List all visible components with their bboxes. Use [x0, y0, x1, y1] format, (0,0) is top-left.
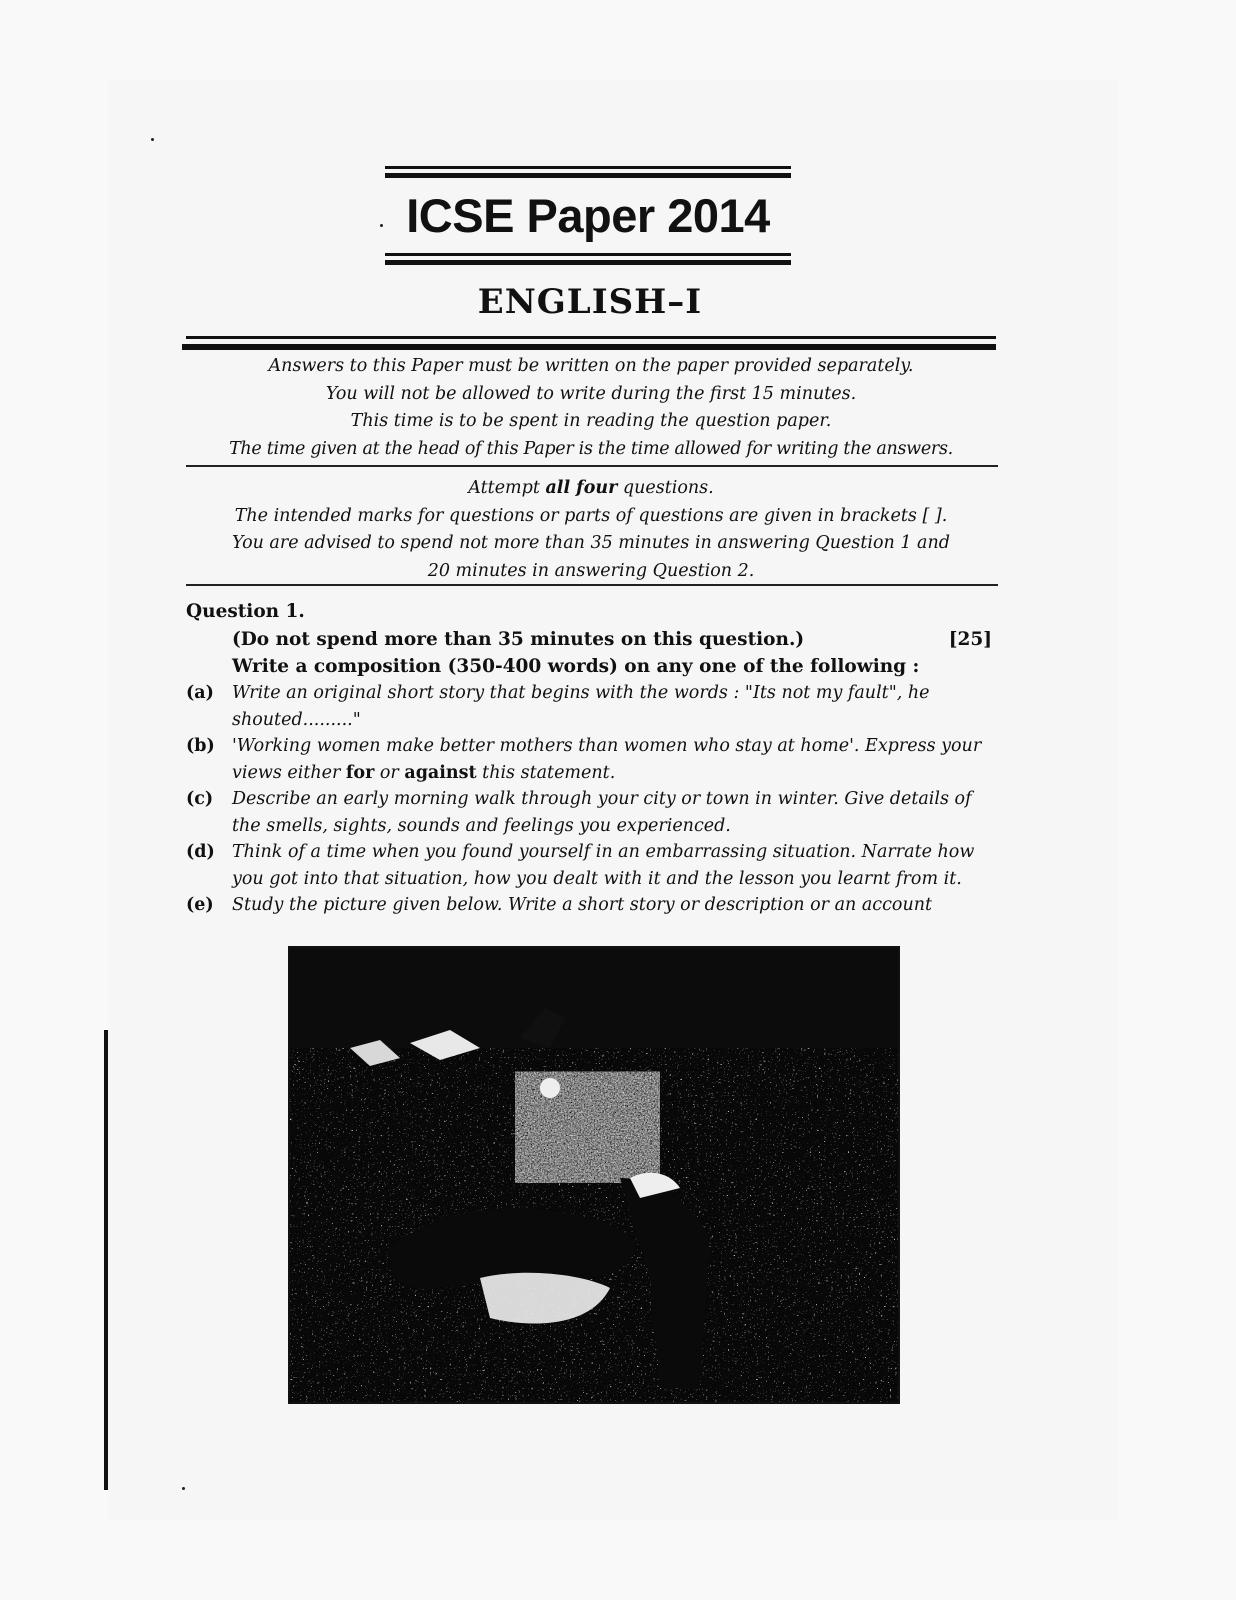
scan-speck: [151, 138, 154, 141]
option-emphasis: against: [404, 762, 477, 783]
instruction-line: You will not be allowed to write during the first 15 minutes.: [325, 383, 857, 404]
marks-badge: [25]: [948, 629, 992, 650]
question-picture: [288, 946, 900, 1404]
option-e: [186, 892, 998, 919]
option-text-part: this statement.: [476, 762, 616, 783]
option-label: (e): [186, 895, 214, 915]
title-rule-bottom-thick: [385, 260, 791, 265]
attempt-bold: all four: [545, 478, 618, 498]
scan-speck: [182, 1487, 185, 1490]
question-heading: Question 1.: [186, 601, 305, 622]
scan-speck: [380, 224, 383, 227]
instruction-line: The time given at the head of this Paper is the time allowed for writing the answers.: [229, 438, 953, 459]
option-label: (a): [186, 683, 214, 703]
instruction-line: The intended marks for questions or parts of questions are given in brackets [ ].: [234, 505, 948, 526]
attempt-suffix: questions.: [617, 478, 714, 498]
option-text: Write an original short story that begins with the words : "Its not my fault", he shouted.........": [232, 683, 930, 730]
option-c: [186, 786, 998, 839]
subject-heading: ENGLISH–I: [477, 282, 703, 322]
specific-instructions: [186, 475, 996, 585]
divider: [186, 465, 998, 467]
divider: [186, 584, 998, 586]
instruction-line: 20 minutes in answering Question 2.: [427, 560, 755, 581]
option-a: [186, 680, 998, 733]
option-text-part: or: [374, 762, 405, 783]
halftone-photo-icon: [290, 948, 898, 1402]
instruction-line: This time is to be spent in reading the question paper.: [350, 411, 832, 431]
instructions-rule-thin: [186, 336, 996, 339]
attempt-prefix: Attempt: [468, 478, 546, 498]
question-1: [186, 598, 998, 919]
general-instructions: [186, 353, 996, 463]
option-text: Describe an early morning walk through your city or town in winter. Give details of the smells, sights, sounds and feelings you experienced.: [232, 789, 972, 836]
option-d: [186, 839, 998, 892]
option-text-part: 'Working women make better mothers than women who stay at home'. Express your views either: [232, 736, 982, 783]
title-rule-top-thick: [385, 173, 791, 178]
question-time-note: [186, 626, 998, 653]
time-note-text: (Do not spend more than 35 minutes on this question.): [232, 629, 805, 650]
paper-title: ICSE Paper 2014: [406, 189, 770, 242]
instructions-rule-thick: [182, 344, 996, 350]
option-emphasis: for: [345, 762, 375, 783]
option-text: Think of a time when you found yourself in an embarrassing situation. Narrate how you got into that situation, how you dealt with it and the lesson you learnt from it.: [232, 842, 975, 889]
option-text: Study the picture given below. Write a short story or description or an account: [232, 895, 933, 915]
option-label: (b): [186, 736, 215, 756]
attempt-instruction: [186, 475, 996, 503]
title-block: [385, 166, 791, 265]
option-label: (c): [186, 789, 214, 809]
question-prompt: Write a composition (350-400 words) on any one of the following :: [232, 656, 920, 677]
page-edge-line: [104, 1030, 108, 1490]
option-text: [232, 736, 981, 783]
option-b: [186, 733, 998, 786]
instruction-line: You are advised to spend not more than 35 minutes in answering Question 1 and: [232, 533, 950, 553]
option-label: (d): [186, 842, 215, 862]
instruction-line: Answers to this Paper must be written on the paper provided separately.: [268, 356, 914, 376]
